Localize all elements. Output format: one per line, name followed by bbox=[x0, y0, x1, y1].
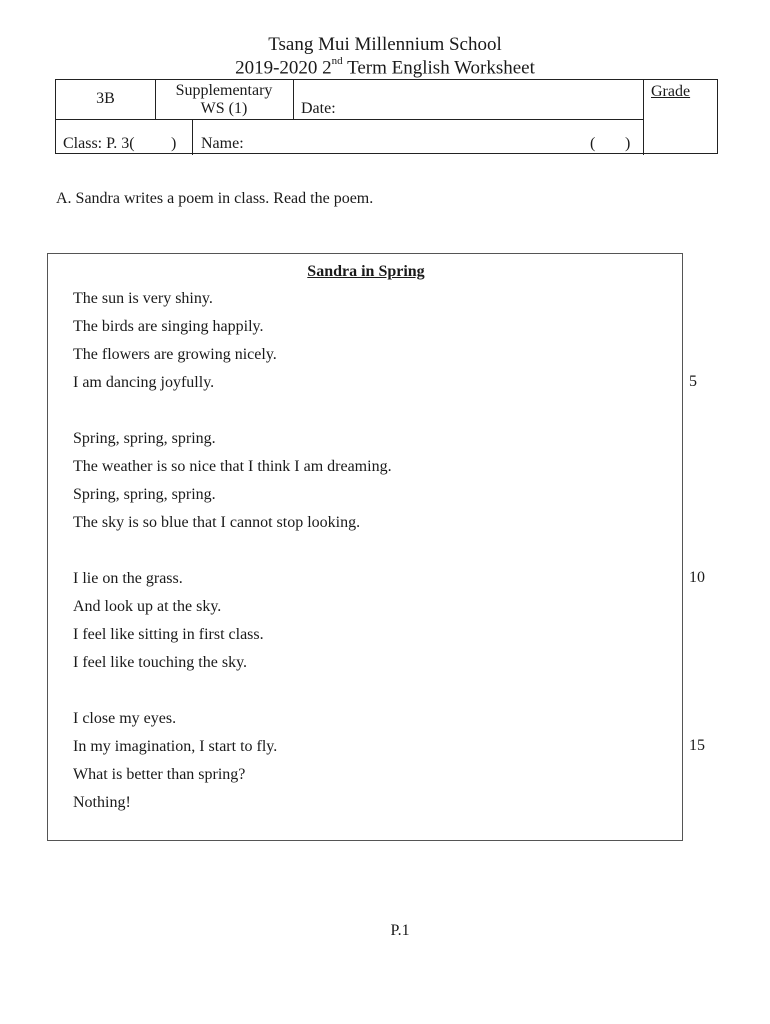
class-label: Class: P. 3( bbox=[63, 135, 135, 152]
poem-line: In my imagination, I start to fly. bbox=[73, 738, 278, 755]
poem-line: The weather is so nice that I think I am dreaming. bbox=[73, 458, 392, 475]
class-close-paren: ) bbox=[171, 135, 177, 152]
poem-line: I lie on the grass. bbox=[73, 570, 183, 587]
col-divider bbox=[643, 80, 644, 155]
poem-line: Nothing! bbox=[73, 794, 131, 811]
worksheet-type-line2: WS (1) bbox=[200, 100, 248, 117]
grade-label: Grade bbox=[651, 83, 691, 100]
class-code: 3B bbox=[96, 90, 115, 107]
poem-line: Spring, spring, spring. bbox=[73, 430, 216, 447]
col-divider bbox=[293, 80, 294, 119]
poem-line: The sun is very shiny. bbox=[73, 290, 213, 307]
poem-line: The sky is so blue that I cannot stop looking. bbox=[73, 514, 361, 531]
poem-line: The birds are singing happily. bbox=[73, 318, 264, 335]
info-table bbox=[55, 79, 718, 154]
school-name: Tsang Mui Millennium School bbox=[268, 34, 502, 55]
poem-box bbox=[47, 253, 683, 841]
poem-line: The flowers are growing nicely. bbox=[73, 346, 277, 363]
name-label: Name: bbox=[201, 135, 244, 152]
title-rest: Term English Worksheet bbox=[342, 57, 535, 79]
poem-line: Spring, spring, spring. bbox=[73, 486, 216, 503]
poem-line: What is better than spring? bbox=[73, 766, 246, 783]
title-year: 2019-2020 2 bbox=[235, 57, 332, 79]
page-number: P.1 bbox=[390, 922, 410, 939]
poem-line: I close my eyes. bbox=[73, 710, 177, 727]
line-number: 15 bbox=[689, 737, 705, 754]
poem-line: I am dancing joyfully. bbox=[73, 374, 215, 391]
poem-line: I feel like touching the sky. bbox=[73, 654, 248, 671]
row-divider bbox=[56, 119, 643, 120]
poem-line: I feel like sitting in first class. bbox=[73, 626, 264, 643]
worksheet-type-line1: Supplementary bbox=[175, 82, 273, 99]
title-ordinal-suffix: nd bbox=[331, 55, 343, 67]
date-label: Date: bbox=[301, 100, 336, 117]
col-divider bbox=[192, 119, 193, 155]
line-number: 10 bbox=[689, 569, 705, 586]
number-close-paren: ) bbox=[625, 135, 631, 152]
poem-title: Sandra in Spring bbox=[307, 263, 425, 280]
line-number: 5 bbox=[689, 373, 697, 390]
instruction-text: A. Sandra writes a poem in class. Read the poem. bbox=[56, 190, 374, 207]
poem-line: And look up at the sky. bbox=[73, 598, 222, 615]
number-open-paren: ( bbox=[590, 135, 596, 152]
worksheet-title bbox=[0, 57, 770, 79]
